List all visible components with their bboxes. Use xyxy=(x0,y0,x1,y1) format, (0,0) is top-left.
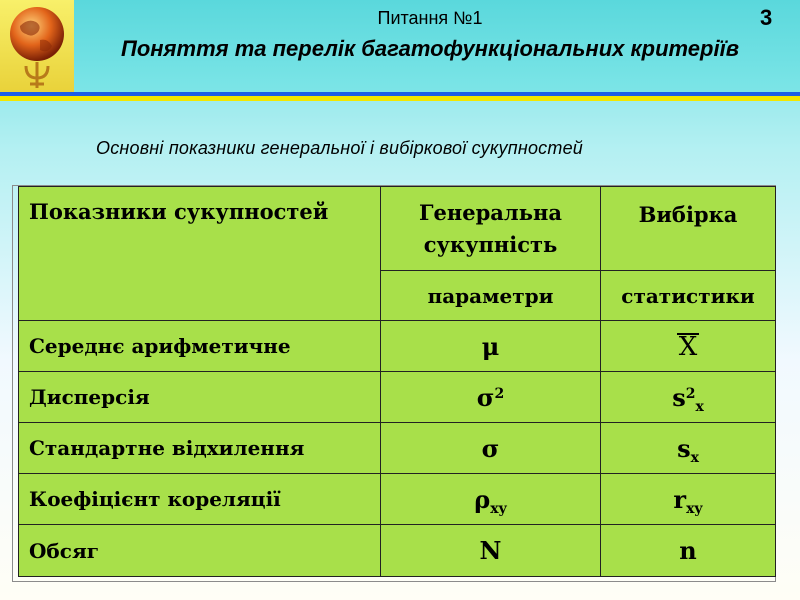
table-row xyxy=(19,423,776,474)
sample-value: $r_{xy}$ xyxy=(601,474,776,525)
slide-subtitle: Основні показники генеральної і вибіркової сукупностей xyxy=(96,138,583,158)
subheader-statistics: статистики xyxy=(601,271,776,321)
row-label: Обсяг xyxy=(19,525,381,577)
slide-number: 3 xyxy=(760,5,773,30)
header-general-population: Генеральна сукупність xyxy=(381,187,601,271)
table-row xyxy=(19,525,776,577)
table-row xyxy=(19,474,776,525)
mu-symbol: μ xyxy=(481,331,500,361)
header-indicators: Показники сукупностей xyxy=(19,187,381,321)
question-label: Питання №1 xyxy=(377,8,483,28)
row-label: Дисперсія xyxy=(19,372,381,423)
table-row xyxy=(19,321,776,372)
general-value: σ xyxy=(381,423,601,474)
topic-title: Поняття та перелік багатофункціональних критеріїв xyxy=(121,36,739,61)
general-value: $\rho_{xy}$ xyxy=(381,474,601,525)
sample-value xyxy=(601,321,776,372)
table-row xyxy=(19,372,776,423)
row-label: Середнє арифметичне xyxy=(19,321,381,372)
general-value xyxy=(381,321,601,372)
sample-value: n xyxy=(601,525,776,577)
indicators-table xyxy=(18,186,776,577)
header-sample: Вибірка xyxy=(601,187,776,271)
sample-value: $s^2_x$ xyxy=(601,372,776,423)
table-header-row xyxy=(19,187,776,271)
subheader-parameters: параметри xyxy=(381,271,601,321)
header-stripe-yellow xyxy=(0,96,800,101)
row-label: Стандартне відхилення xyxy=(19,423,381,474)
sample-value: $s_x$ xyxy=(601,423,776,474)
x-bar-symbol: X xyxy=(678,331,698,362)
general-value: N xyxy=(381,525,601,577)
row-label: Коефіцієнт кореляції xyxy=(19,474,381,525)
general-value: $\sigma^2$ xyxy=(381,372,601,423)
